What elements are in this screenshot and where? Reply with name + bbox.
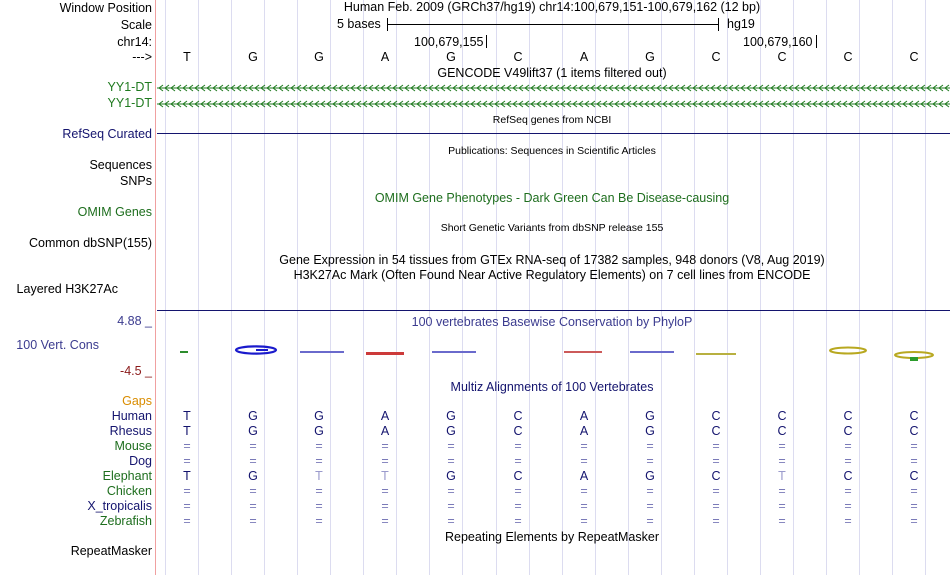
alignment-base: = <box>447 514 455 528</box>
alignment-base: T <box>183 469 191 483</box>
cons-bar-1 <box>180 351 188 353</box>
alignment-base: = <box>381 514 389 528</box>
cons-logo-c <box>828 346 868 355</box>
alignment-base: C <box>843 424 853 438</box>
assembly-name: hg19 <box>727 17 755 31</box>
alignment-base: = <box>910 484 918 498</box>
alignment-base: = <box>646 439 654 453</box>
track-label-snps[interactable]: SNPs <box>120 174 152 188</box>
alignment-base: = <box>183 439 191 453</box>
species-label[interactable]: Chicken <box>106 484 152 498</box>
alignment-base: = <box>712 454 720 468</box>
scale-bar-left-tick <box>387 18 388 31</box>
alignment-base: = <box>249 484 257 498</box>
alignment-base: G <box>645 409 655 423</box>
alignment-base: G <box>645 469 655 483</box>
reference-base: A <box>579 50 589 64</box>
window-position-label: Window Position <box>59 1 152 15</box>
cons-bar-3 <box>300 351 344 353</box>
alignment-base: = <box>580 514 588 528</box>
alignment-base: = <box>778 439 786 453</box>
alignment-base: G <box>446 424 456 438</box>
scale-text: 5 bases <box>337 17 381 31</box>
cons-bar-9 <box>696 353 736 355</box>
alignment-base: C <box>777 409 787 423</box>
alignment-base: = <box>447 484 455 498</box>
chrom-label: chr14: <box>117 35 152 49</box>
alignment-base: G <box>645 424 655 438</box>
cons-bar-7 <box>564 351 602 353</box>
track-label-yy1-dt-1[interactable]: YY1-DT <box>107 80 152 94</box>
alignment-base: = <box>381 484 389 498</box>
label-divider <box>155 0 156 575</box>
species-label[interactable]: Human <box>111 409 152 423</box>
alignment-base: G <box>248 424 258 438</box>
refseq-gene-line[interactable] <box>157 133 950 134</box>
alignment-base: = <box>514 484 522 498</box>
cons-max-label: 4.88 _ <box>117 314 152 328</box>
alignment-base: = <box>910 514 918 528</box>
scale-bar <box>387 24 718 25</box>
track-label-dbsnp[interactable]: Common dbSNP(155) <box>29 236 152 250</box>
coordinate-tick-1-mark <box>486 35 487 48</box>
species-label[interactable]: Elephant <box>102 469 152 483</box>
alignment-base: A <box>380 424 390 438</box>
alignment-base: A <box>579 424 589 438</box>
alignment-base: = <box>844 514 852 528</box>
alignment-base: = <box>910 499 918 513</box>
yy1-dt-transcript-2[interactable] <box>157 100 950 108</box>
alignment-base: G <box>248 469 258 483</box>
alignment-base: = <box>778 454 786 468</box>
gtex-track-title[interactable]: Gene Expression in 54 tissues from GTEx RNA-seq of 17382 samples, 948 donors (V8, Aug 2019) <box>279 253 825 267</box>
alignment-base: T <box>381 469 389 483</box>
alignment-base: = <box>315 439 323 453</box>
alignment-base: = <box>580 439 588 453</box>
species-label[interactable]: Rhesus <box>109 424 152 438</box>
repeatmasker-track-title[interactable]: Repeating Elements by RepeatMasker <box>444 530 660 544</box>
window-position-text: Human Feb. 2009 (GRCh37/hg19) chr14:100,679,151-100,679,162 (12 bp) <box>343 0 761 14</box>
coordinate-tick-2-mark <box>816 35 817 48</box>
cons-bar-5 <box>432 351 476 353</box>
alignment-base: = <box>580 454 588 468</box>
phylop-track-title[interactable]: 100 vertebrates Basewise Conservation by PhyloP <box>411 315 693 329</box>
track-label-gaps[interactable]: Gaps <box>122 394 152 408</box>
alignment-base: = <box>910 439 918 453</box>
alignment-base: = <box>447 454 455 468</box>
alignment-base: C <box>843 409 853 423</box>
track-label-refseq[interactable]: RefSeq Curated <box>62 127 152 141</box>
yy1-dt-transcript-1[interactable] <box>157 84 950 92</box>
alignment-base: = <box>514 499 522 513</box>
alignment-base: C <box>843 469 853 483</box>
species-label[interactable]: Mouse <box>114 439 152 453</box>
cons-bar-8 <box>630 351 674 353</box>
reference-base: C <box>711 50 721 64</box>
alignment-base: = <box>183 514 191 528</box>
alignment-base: = <box>778 499 786 513</box>
alignment-base: C <box>513 469 523 483</box>
alignment-base: = <box>778 484 786 498</box>
reference-base: G <box>645 50 655 64</box>
alignment-base: = <box>514 514 522 528</box>
alignment-base: T <box>315 469 323 483</box>
reference-base: G <box>248 50 258 64</box>
species-label[interactable]: Dog <box>129 454 152 468</box>
alignment-base: = <box>381 439 389 453</box>
track-label-omim[interactable]: OMIM Genes <box>77 205 152 219</box>
alignment-base: T <box>183 409 191 423</box>
alignment-base: = <box>712 499 720 513</box>
alignment-base: = <box>183 454 191 468</box>
alignment-base: = <box>447 439 455 453</box>
alignment-base: = <box>183 484 191 498</box>
alignment-base: A <box>380 409 390 423</box>
alignment-base: = <box>646 484 654 498</box>
alignment-base: = <box>910 454 918 468</box>
alignment-base: T <box>183 424 191 438</box>
alignment-base: = <box>712 439 720 453</box>
reference-base: T <box>183 50 191 64</box>
alignment-base: = <box>646 454 654 468</box>
alignment-base: = <box>249 454 257 468</box>
omim-track-title[interactable]: OMIM Gene Phenotypes - Dark Green Can Be Disease-causing <box>374 191 730 205</box>
track-label-sequences[interactable]: Sequences <box>89 158 152 172</box>
alignment-base: G <box>314 409 324 423</box>
alignment-base: = <box>249 514 257 528</box>
alignment-base: = <box>315 499 323 513</box>
reference-base: C <box>513 50 523 64</box>
alignment-base: G <box>446 409 456 423</box>
alignment-base: G <box>248 409 258 423</box>
refseq-track-title[interactable]: RefSeq genes from NCBI <box>492 114 612 126</box>
alignment-base: = <box>844 484 852 498</box>
reference-base: C <box>843 50 853 64</box>
alignment-base: C <box>777 424 787 438</box>
alignment-base: = <box>514 439 522 453</box>
alignment-base: A <box>579 469 589 483</box>
alignment-base: G <box>446 469 456 483</box>
alignment-base: = <box>646 499 654 513</box>
alignment-base: T <box>778 469 786 483</box>
alignment-base: C <box>513 424 523 438</box>
track-label-cons[interactable]: 100 Vert. Cons <box>16 338 99 352</box>
reference-base: G <box>446 50 456 64</box>
track-separator <box>157 310 950 311</box>
alignment-base: C <box>711 409 721 423</box>
publications-track-title[interactable]: Publications: Sequences in Scientific Articles <box>448 145 656 157</box>
strand-arrow-label[interactable]: ---> <box>132 50 152 64</box>
h3k27ac-track-title[interactable]: H3K27Ac Mark (Often Found Near Active Regulatory Elements) on 7 cell lines from ENCODE <box>293 268 811 282</box>
gencode-track-title[interactable]: GENCODE V49lift37 (1 items filtered out) <box>437 66 667 80</box>
cons-min-label: -4.5 _ <box>120 364 152 378</box>
reference-base: C <box>777 50 787 64</box>
alignment-base: C <box>909 469 919 483</box>
reference-base: G <box>314 50 324 64</box>
alignment-base: = <box>844 454 852 468</box>
alignment-base: = <box>381 454 389 468</box>
species-label[interactable]: X_tropicalis <box>87 499 152 513</box>
alignment-base: = <box>249 439 257 453</box>
alignment-base: C <box>513 409 523 423</box>
cons-bar-4 <box>366 352 404 355</box>
alignment-base: C <box>909 409 919 423</box>
track-label-h3k27ac[interactable]: Layered H3K27Ac <box>16 282 118 296</box>
alignment-base: = <box>381 499 389 513</box>
cons-logo-g <box>234 345 278 355</box>
reference-base: C <box>909 50 919 64</box>
scale-bar-right-tick <box>718 18 719 31</box>
scale-label: Scale <box>120 18 152 32</box>
alignment-base: = <box>712 514 720 528</box>
alignment-base: G <box>314 424 324 438</box>
alignment-base: = <box>315 454 323 468</box>
track-label-yy1-dt-2[interactable]: YY1-DT <box>107 96 152 110</box>
multiz-track-title[interactable]: Multiz Alignments of 100 Vertebrates <box>450 380 654 394</box>
coordinate-tick-2: 100,679,160 <box>743 35 813 49</box>
cons-logo-c2 <box>893 351 935 363</box>
coordinate-tick-1: 100,679,155 <box>414 35 484 49</box>
alignment-base: A <box>579 409 589 423</box>
alignment-base: = <box>580 484 588 498</box>
track-label-repeatmasker[interactable]: RepeatMasker <box>70 544 152 558</box>
species-label[interactable]: Zebrafish <box>99 514 152 528</box>
alignment-base: = <box>315 484 323 498</box>
alignment-base: = <box>514 454 522 468</box>
alignment-base: = <box>580 499 588 513</box>
alignment-base: = <box>249 499 257 513</box>
alignment-base: = <box>447 499 455 513</box>
alignment-base: = <box>844 499 852 513</box>
short-variants-track-title[interactable]: Short Genetic Variants from dbSNP release 155 <box>440 222 664 234</box>
alignment-base: C <box>711 424 721 438</box>
alignment-base: = <box>646 514 654 528</box>
alignment-base: C <box>909 424 919 438</box>
alignment-base: = <box>778 514 786 528</box>
alignment-base: = <box>712 484 720 498</box>
reference-base: A <box>380 50 390 64</box>
alignment-base: = <box>844 439 852 453</box>
alignment-base: C <box>711 469 721 483</box>
alignment-base: = <box>315 514 323 528</box>
alignment-base: = <box>183 499 191 513</box>
